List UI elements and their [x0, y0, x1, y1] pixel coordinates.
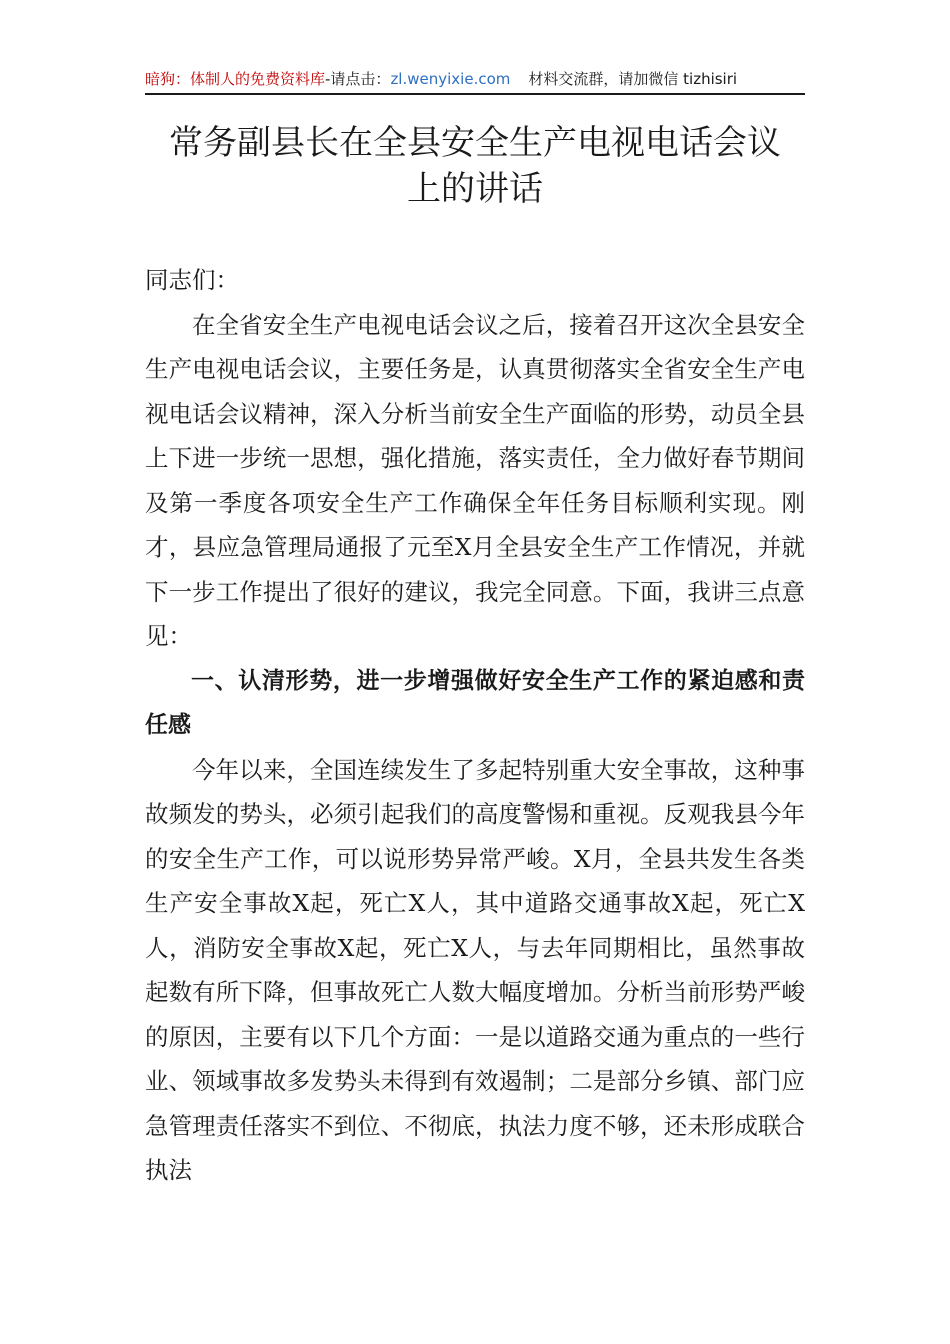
header-divider: [145, 93, 805, 95]
header-brand: 暗狗：体制人的免费资料库: [145, 70, 326, 88]
document-title: [145, 120, 805, 212]
salutation: 同志们：: [145, 266, 239, 294]
document-body: [145, 258, 805, 1193]
page-header: [145, 66, 805, 92]
title-line-1: 常务副县长在全县安全生产电视电话会议: [169, 123, 781, 163]
section-heading-1: 一、认清形势，进一步增强做好安全生产工作的紧迫感和责任感: [145, 667, 805, 738]
header-link[interactable]: zl.wenyixie.com: [390, 70, 511, 88]
paragraph-situation: 今年以来，全国连续发生了多起特别重大安全事故，这种事故频发的势头，必须引起我们的高度警惕和重视。反观我县今年的安全生产工作，可以说形势异常严峻。X月，全县共发生各类生产安全事故X起，死亡X人，其中道路交通事故X起，死亡X人，消防安全事故X起，死亡X人，与去年同期相比，虽然事故起数有所下降，但事故死亡人数大幅度增加。分析当前形势严峻的原因，主要有以下几个方面：一是以道路交通为重点的一些行业、领域事故多发势头未得到有效遏制；二是部分乡镇、部门应急管理责任落实不到位、不彻底，执法力度不够，还未形成联合执法: [145, 755, 805, 1184]
paragraph-intro: 在全省安全生产电视电话会议之后，接着召开这次全县安全生产电视电话会议，主要任务是，认真贯彻落实全省安全生产电视电话会议精神，深入分析当前安全生产面临的形势，动员全县上下进一步统一思想，强化措施，落实责任，全力做好春节期间及第一季度各项安全生产工作确保全年任务目标顺利实现。刚才，县应急管理局通报了元至X月全县安全生产工作情况，并就下一步工作提出了很好的建议，我完全同意。下面，我讲三点意见：: [145, 310, 805, 650]
header-click-text: -请点击：: [325, 70, 391, 88]
title-line-2: 上的讲话: [407, 169, 543, 209]
header-wechat: 材料交流群，请加微信 tizhisiri: [528, 70, 738, 88]
